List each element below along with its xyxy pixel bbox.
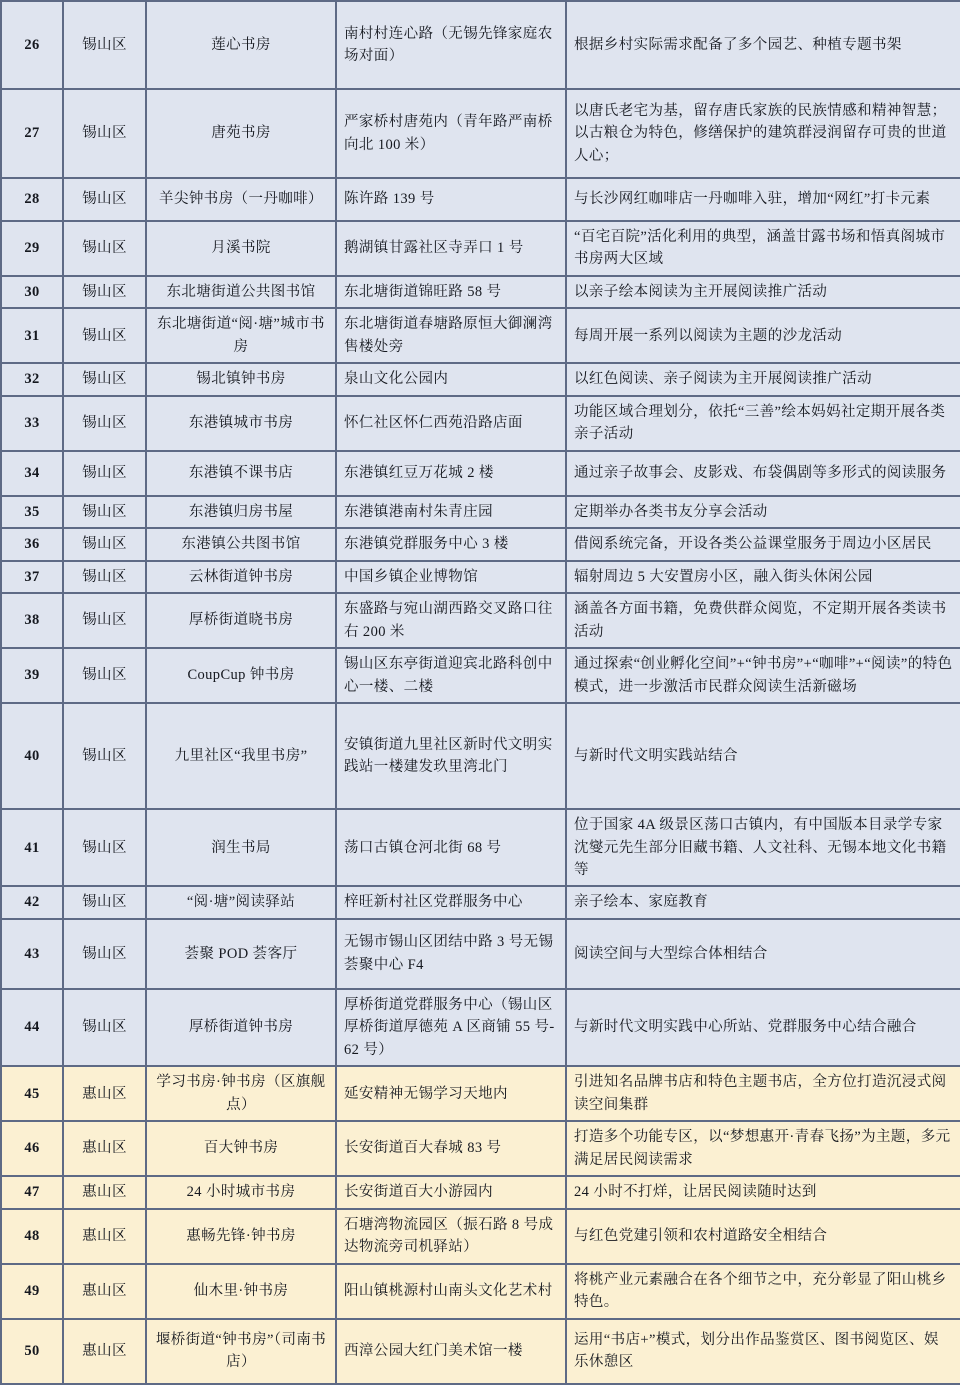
row-desc-cell: 运用“书店+”模式，划分出作品鉴赏区、图书阅览区、娱乐休憩区 [566, 1319, 960, 1384]
row-district-cell: 锡山区 [63, 363, 146, 395]
row-address-cell: 东盛路与宛山湖西路交叉路口往右 200 米 [336, 593, 566, 648]
row-name-cell: 堰桥街道“钟书房”（司南书店） [146, 1319, 336, 1384]
row-address-cell: 东港镇港南村朱青庄园 [336, 496, 566, 528]
row-desc-cell: 将桃产业元素融合在各个细节之中，充分彰显了阳山桃乡特色。 [566, 1264, 960, 1319]
row-name-cell: 润生书局 [146, 809, 336, 886]
row-name-cell: 唐苑书房 [146, 89, 336, 178]
row-name-cell: 东港镇不课书店 [146, 451, 336, 496]
row-desc-cell: 以亲子绘本阅读为主开展阅读推广活动 [566, 276, 960, 308]
row-address-cell: 阳山镇桃源村山南头文化艺术村 [336, 1264, 566, 1319]
row-desc-cell: 根据乡村实际需求配备了多个园艺、种植专题书架 [566, 1, 960, 89]
row-desc-cell: 与长沙网红咖啡店一丹咖啡入驻，增加“网红”打卡元素 [566, 178, 960, 221]
row-name-cell: 月溪书院 [146, 221, 336, 276]
table-row[interactable] [1, 221, 960, 276]
row-index-cell: 32 [1, 363, 63, 395]
row-district-cell: 锡山区 [63, 809, 146, 886]
row-name-cell: 羊尖钟书房（一丹咖啡） [146, 178, 336, 221]
table-row[interactable] [1, 528, 960, 560]
row-name-cell: CoupCup 钟书房 [146, 648, 336, 703]
row-address-cell: 梓旺新村社区党群服务中心 [336, 886, 566, 918]
row-index-cell: 31 [1, 308, 63, 363]
row-index-cell: 49 [1, 1264, 63, 1319]
table-row[interactable] [1, 451, 960, 496]
row-index-cell: 43 [1, 919, 63, 989]
row-address-cell: 长安街道百大小游园内 [336, 1176, 566, 1208]
table-row[interactable] [1, 809, 960, 886]
row-desc-cell: 辐射周边 5 大安置房小区，融入街头休闲公园 [566, 561, 960, 593]
table-row[interactable] [1, 178, 960, 221]
row-district-cell: 锡山区 [63, 528, 146, 560]
row-index-cell: 30 [1, 276, 63, 308]
row-address-cell: 泉山文化公园内 [336, 363, 566, 395]
row-name-cell: 东港镇城市书房 [146, 396, 336, 451]
row-address-cell: 延安精神无锡学习天地内 [336, 1066, 566, 1121]
row-district-cell: 惠山区 [63, 1066, 146, 1121]
row-name-cell: 锡北镇钟书房 [146, 363, 336, 395]
row-address-cell: 西漳公园大红门美术馆一楼 [336, 1319, 566, 1384]
row-district-cell: 锡山区 [63, 308, 146, 363]
row-name-cell: 九里社区“我里书房” [146, 703, 336, 809]
row-index-cell: 27 [1, 89, 63, 178]
row-name-cell: 东港镇公共图书馆 [146, 528, 336, 560]
row-address-cell: 中国乡镇企业博物馆 [336, 561, 566, 593]
row-desc-cell: 涵盖各方面书籍，免费供群众阅览，不定期开展各类读书活动 [566, 593, 960, 648]
row-name-cell: 东港镇归房书屋 [146, 496, 336, 528]
row-desc-cell: 定期举办各类书友分享会活动 [566, 496, 960, 528]
row-index-cell: 50 [1, 1319, 63, 1384]
row-index-cell: 41 [1, 809, 63, 886]
row-desc-cell: 借阅系统完备，开设各类公益课堂服务于周边小区居民 [566, 528, 960, 560]
row-address-cell: 东北塘街道锦旺路 58 号 [336, 276, 566, 308]
row-desc-cell: 与红色党建引领和农村道路安全相结合 [566, 1209, 960, 1264]
row-index-cell: 37 [1, 561, 63, 593]
table-body [1, 1, 960, 1384]
row-district-cell: 锡山区 [63, 1, 146, 89]
table-row[interactable] [1, 1, 960, 89]
row-desc-cell: 通过亲子故事会、皮影戏、布袋偶剧等多形式的阅读服务 [566, 451, 960, 496]
row-address-cell: 厚桥街道党群服务中心（锡山区厚桥街道厚德苑 A 区商铺 55 号-62 号） [336, 989, 566, 1066]
row-address-cell: 石塘湾物流园区（振石路 8 号成达物流旁司机驿站） [336, 1209, 566, 1264]
row-index-cell: 44 [1, 989, 63, 1066]
row-index-cell: 40 [1, 703, 63, 809]
row-district-cell: 锡山区 [63, 703, 146, 809]
row-name-cell: 24 小时城市书房 [146, 1176, 336, 1208]
row-desc-cell: 以红色阅读、亲子阅读为主开展阅读推广活动 [566, 363, 960, 395]
row-desc-cell: 通过探索“创业孵化空间”+“钟书房”+“咖啡”+“阅读”的特色模式，进一步激活市民群众阅读生活新磁场 [566, 648, 960, 703]
row-district-cell: 锡山区 [63, 89, 146, 178]
row-address-cell: 东港镇党群服务中心 3 楼 [336, 528, 566, 560]
row-address-cell: 荡口古镇仓河北街 68 号 [336, 809, 566, 886]
row-district-cell: 锡山区 [63, 396, 146, 451]
row-district-cell: 惠山区 [63, 1264, 146, 1319]
row-name-cell: 东北塘街道公共图书馆 [146, 276, 336, 308]
row-desc-cell: 与新时代文明实践中心所站、党群服务中心结合融合 [566, 989, 960, 1066]
table-row[interactable] [1, 886, 960, 918]
row-address-cell: 东港镇红豆万花城 2 楼 [336, 451, 566, 496]
row-address-cell: 怀仁社区怀仁西苑沿路店面 [336, 396, 566, 451]
row-index-cell: 47 [1, 1176, 63, 1208]
row-index-cell: 39 [1, 648, 63, 703]
table-row[interactable] [1, 1176, 960, 1208]
row-district-cell: 惠山区 [63, 1209, 146, 1264]
row-district-cell: 惠山区 [63, 1176, 146, 1208]
row-index-cell: 48 [1, 1209, 63, 1264]
table-row[interactable] [1, 276, 960, 308]
table-row[interactable] [1, 1209, 960, 1264]
row-index-cell: 33 [1, 396, 63, 451]
row-desc-cell: 与新时代文明实践站结合 [566, 703, 960, 809]
row-district-cell: 锡山区 [63, 451, 146, 496]
table-row[interactable] [1, 648, 960, 703]
row-desc-cell: 每周开展一系列以阅读为主题的沙龙活动 [566, 308, 960, 363]
row-index-cell: 28 [1, 178, 63, 221]
table-row[interactable] [1, 89, 960, 178]
row-index-cell: 26 [1, 1, 63, 89]
row-district-cell: 惠山区 [63, 1121, 146, 1176]
table-row[interactable] [1, 1319, 960, 1384]
table-row[interactable] [1, 989, 960, 1066]
row-address-cell: 南村村连心路（无锡先锋家庭农场对面） [336, 1, 566, 89]
row-district-cell: 锡山区 [63, 496, 146, 528]
row-index-cell: 42 [1, 886, 63, 918]
row-address-cell: 鹅湖镇甘露社区寺弄口 1 号 [336, 221, 566, 276]
row-desc-cell: 功能区域合理划分，依托“三善”绘本妈妈社定期开展各类亲子活动 [566, 396, 960, 451]
row-address-cell: 长安街道百大春城 83 号 [336, 1121, 566, 1176]
table-row[interactable] [1, 308, 960, 363]
row-name-cell: 学习书房·钟书房（区旗舰点） [146, 1066, 336, 1121]
row-name-cell: 惠畅先锋·钟书房 [146, 1209, 336, 1264]
row-district-cell: 锡山区 [63, 648, 146, 703]
table-row[interactable] [1, 1264, 960, 1319]
row-name-cell: 仙木里·钟书房 [146, 1264, 336, 1319]
row-address-cell: 东北塘街道春塘路原恒大御澜湾售楼处旁 [336, 308, 566, 363]
table-row[interactable] [1, 703, 960, 809]
table-row[interactable] [1, 561, 960, 593]
row-name-cell: 厚桥街道钟书房 [146, 989, 336, 1066]
table-row[interactable] [1, 363, 960, 395]
row-index-cell: 29 [1, 221, 63, 276]
row-district-cell: 锡山区 [63, 221, 146, 276]
row-index-cell: 35 [1, 496, 63, 528]
row-name-cell: 厚桥街道晓书房 [146, 593, 336, 648]
row-name-cell: “阅·塘”阅读驿站 [146, 886, 336, 918]
table-row[interactable] [1, 1066, 960, 1121]
table-row[interactable] [1, 396, 960, 451]
row-desc-cell: 以唐氏老宅为基，留存唐氏家族的民族情感和精神智慧；以古粮仓为特色，修缮保护的建筑群浸润留存可贵的世道人心； [566, 89, 960, 178]
row-district-cell: 锡山区 [63, 593, 146, 648]
row-index-cell: 46 [1, 1121, 63, 1176]
row-name-cell: 莲心书房 [146, 1, 336, 89]
row-desc-cell: 亲子绘本、家庭教育 [566, 886, 960, 918]
row-address-cell: 锡山区东亭街道迎宾北路科创中心一楼、二楼 [336, 648, 566, 703]
row-index-cell: 34 [1, 451, 63, 496]
row-desc-cell: 阅读空间与大型综合体相结合 [566, 919, 960, 989]
row-name-cell: 云林街道钟书房 [146, 561, 336, 593]
row-name-cell: 百大钟书房 [146, 1121, 336, 1176]
row-desc-cell: 引进知名品牌书店和特色主题书店，全方位打造沉浸式阅读空间集群 [566, 1066, 960, 1121]
row-index-cell: 36 [1, 528, 63, 560]
row-district-cell: 锡山区 [63, 276, 146, 308]
row-name-cell: 东北塘街道“阅·塘”城市书房 [146, 308, 336, 363]
row-desc-cell: 位于国家 4A 级景区荡口古镇内，有中国版本目录学专家沈燮元先生部分旧藏书籍、人文社科、无锡本地文化书籍等 [566, 809, 960, 886]
row-district-cell: 锡山区 [63, 919, 146, 989]
row-address-cell: 陈许路 139 号 [336, 178, 566, 221]
row-index-cell: 45 [1, 1066, 63, 1121]
row-index-cell: 38 [1, 593, 63, 648]
row-district-cell: 锡山区 [63, 178, 146, 221]
row-district-cell: 锡山区 [63, 561, 146, 593]
row-address-cell: 严家桥村唐苑内（青年路严南桥向北 100 米） [336, 89, 566, 178]
row-name-cell: 荟聚 POD 荟客厅 [146, 919, 336, 989]
row-district-cell: 锡山区 [63, 989, 146, 1066]
row-desc-cell: 24 小时不打烊，让居民阅读随时达到 [566, 1176, 960, 1208]
row-desc-cell: “百宅百院”活化利用的典型，涵盖甘露书场和悟真阁城市书房两大区域 [566, 221, 960, 276]
table-row[interactable] [1, 1121, 960, 1176]
row-address-cell: 安镇街道九里社区新时代文明实践站一楼建发玖里湾北门 [336, 703, 566, 809]
table-row[interactable] [1, 919, 960, 989]
table-row[interactable] [1, 593, 960, 648]
row-district-cell: 锡山区 [63, 886, 146, 918]
table-row[interactable] [1, 496, 960, 528]
row-desc-cell: 打造多个功能专区，以“梦想惠开·青春飞扬”为主题，多元满足居民阅读需求 [566, 1121, 960, 1176]
row-address-cell: 无锡市锡山区团结中路 3 号无锡荟聚中心 F4 [336, 919, 566, 989]
row-district-cell: 惠山区 [63, 1319, 146, 1384]
